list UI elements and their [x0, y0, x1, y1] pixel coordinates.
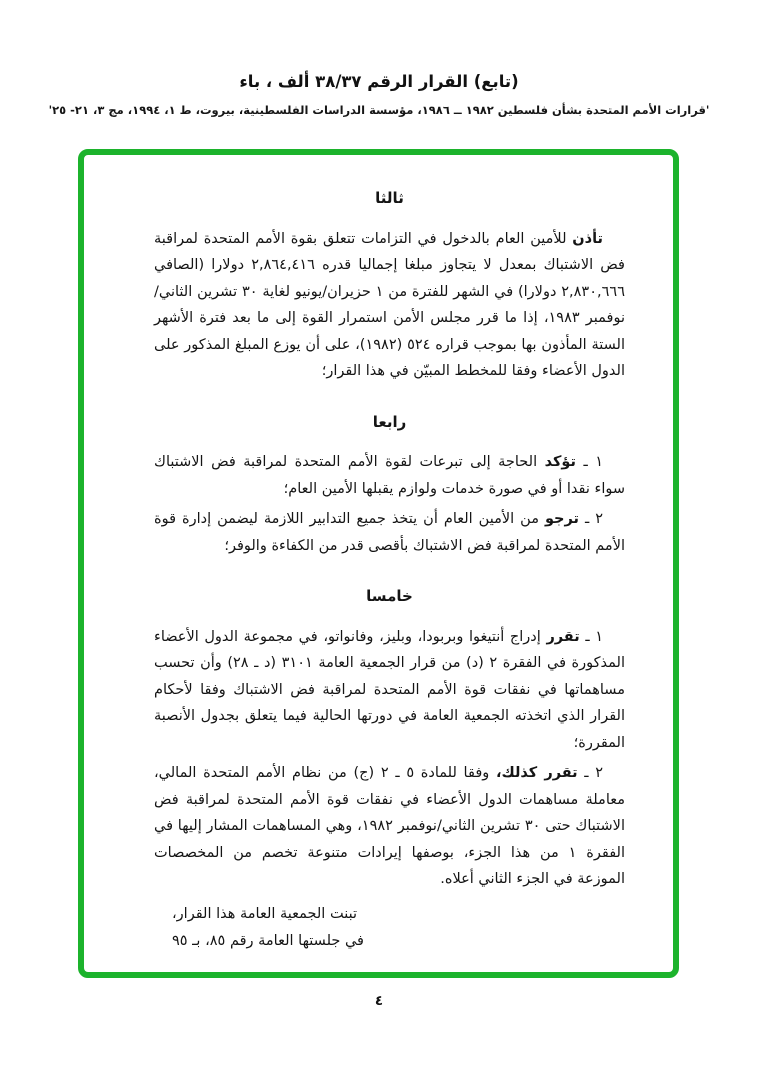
paragraph — [154, 506, 625, 559]
paragraph-number: ١ ـ — [575, 454, 603, 470]
paragraph-text: للأمين العام بالدخول في التزامات تتعلق بقوة الأمم المتحدة لمراقبة فض الاشتباك بمعدل لا يتجاوز مبلغا إجماليا قدره ٢,٨٦٤,٤١٦ دولارا (الصافي ٢,٨٣٠,٦٦٦ دولارا) في الشهر للفترة من ١ حزيران/يونيو لغاية ٣٠ تشرين الثاني/نوفمبر ١٩٨٣، إذا ما قرر مجلس الأمن استمرار القوة إلى ما بعد فترة الأشهر الستة المأذون بها بموجب قراره ٥٢٤ (١٩٨٢)، على أن يوزع المبلغ المذكور على الدول الأعضاء وفقا للمخطط المبيّن في هذا القرار؛ — [154, 230, 625, 379]
section-heading: رابعا — [372, 412, 407, 431]
closing-line: تبنت الجمعية العامة هذا القرار، — [172, 905, 357, 922]
closing-block — [154, 901, 625, 955]
paragraph — [154, 449, 625, 502]
paragraph-text: إدراج أنتيغوا وبربودا، وبليز، وفانواتو، في مجموعة الدول الأعضاء المذكورة في الفقرة ٢ (د) من قرار الجمعية العامة ٣١٠١ (د ـ ٢٨) وأن تحسب مساهماتها في نفقات قوة الأمم المتحدة لمراقبة فض الاشتباك وفقا لأحكام القرار الذي اتخذته الجمعية العامة في دورتها الحالية فيما يتعلق بجدول الأنصبة المقررة؛ — [154, 628, 625, 751]
document-citation: 'قرارات الأمم المتحدة بشأن فلسطين ١٩٨٢ ــ ١٩٨٦، مؤسسة الدراسات الفلسطينية، بيروت، ط ١، ١٩٩٤، مج ٣، ٢١- ٢٥' — [48, 103, 710, 117]
paragraph — [154, 760, 625, 893]
paragraph-number: ١ ـ — [579, 628, 603, 645]
paragraph-lead-word: تقرر — [546, 628, 580, 645]
document-body — [84, 155, 673, 955]
section-heading: خامسا — [366, 587, 413, 605]
paragraph — [154, 624, 625, 757]
paragraph-number: ٢ ـ — [578, 511, 604, 527]
page-header — [0, 72, 758, 117]
document-title: (تابع) القرار الرقم ٣٨/٣٧ ألف ، باء — [239, 72, 519, 91]
paragraph-lead-word: ترجو — [544, 511, 579, 527]
paragraph-lead-word: تأذن — [572, 230, 604, 247]
page-number: ٤ — [374, 993, 384, 1009]
paragraph-text: وفقا للمادة ٥ ـ ٢ (ج) من نظام الأمم المتحدة المالي، معاملة مساهمات الدول الأعضاء في نفقات قوة الأمم المتحدة لمراقبة فض الاشتباك حتى ٣٠ تشرين الثاني/نوفمبر ١٩٨٢، وهي المساهمات المشار إليها في الفقرة ١ من هذا الجزء، بوصفها إيرادات متنوعة تخصم من المخصصات الموزعة في الجزء الثاني أعلاه. — [154, 765, 625, 887]
section-heading: ثالثا — [375, 189, 404, 207]
paragraph-text: من الأمين العام أن يتخذ جميع التدابير اللازمة ليضمن إدارة قوة الأمم المتحدة لمراقبة فض الاشتباك بأقصى قدر من الكفاءة والوفر؛ — [154, 511, 625, 554]
closing-line: في جلستها العامة رقم ٨٥، بـ ٩٥ — [172, 932, 364, 949]
paragraph — [154, 226, 625, 385]
paragraph-number: ٢ ـ — [577, 765, 604, 781]
green-border-box — [78, 149, 679, 978]
paragraph-text: الحاجة إلى تبرعات لقوة الأمم المتحدة لمراقبة فض الاشتباك سواء نقدا أو في صورة خدمات ولوازم يقبلها الأمين العام؛ — [154, 454, 625, 497]
paragraph-lead-word: تقرر كذلك، — [495, 765, 578, 781]
paragraph-lead-word: تؤكد — [544, 454, 576, 470]
